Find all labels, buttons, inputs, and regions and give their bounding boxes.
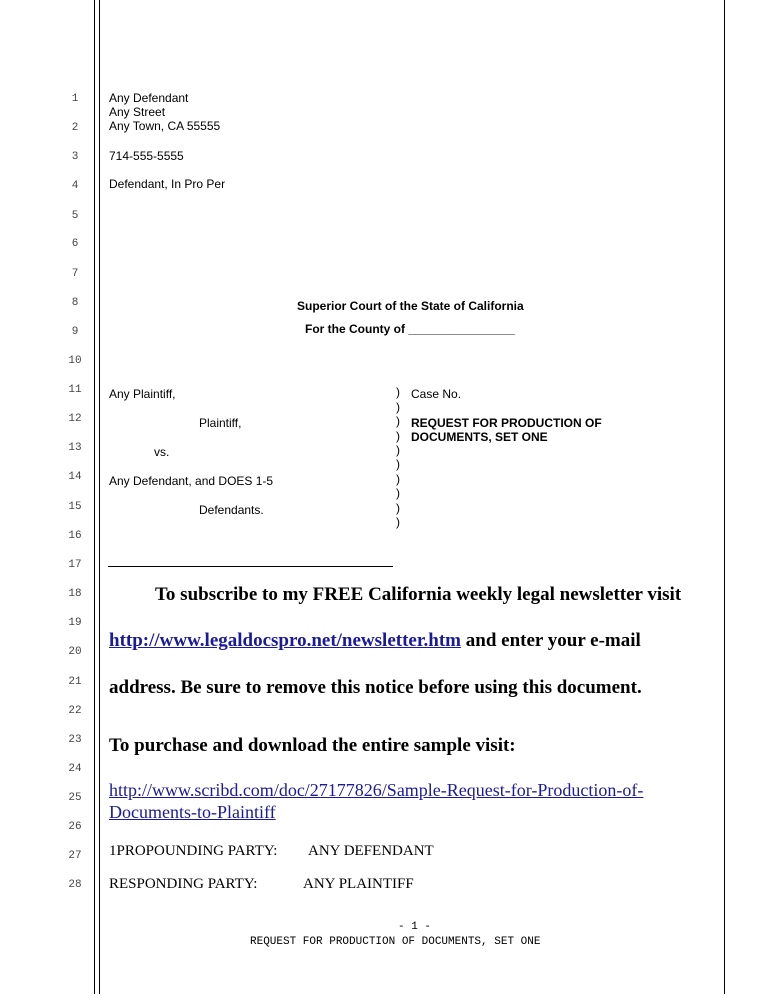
line-number: 1	[71, 93, 79, 105]
line-number: 2	[71, 122, 79, 134]
line-number: 4	[71, 180, 79, 192]
header-city: Any Town, CA 55555	[109, 119, 221, 133]
line-number: 9	[71, 326, 79, 338]
case-number-label: Case No.	[411, 387, 462, 401]
defendant-name: Any Defendant, and DOES 1-5	[109, 474, 274, 488]
notice-line4: To purchase and download the entire sample visit:	[109, 735, 516, 756]
page-number: - 1 -	[398, 921, 432, 933]
line-number: 17	[68, 559, 82, 571]
line-number: 12	[68, 413, 82, 425]
notice-line3: address. Be sure to remove this notice before using this document.	[109, 677, 642, 698]
line-number: 24	[68, 763, 82, 775]
notice-line2	[109, 630, 641, 652]
line-number: 28	[68, 879, 82, 891]
line-number: 21	[68, 676, 82, 688]
header-name: Any Defendant	[109, 91, 189, 105]
line-number: 7	[71, 268, 79, 280]
versus-label: vs.	[154, 445, 170, 459]
caption-paren: )	[396, 429, 400, 443]
caption-paren: )	[396, 400, 400, 414]
line-number: 8	[71, 297, 79, 309]
caption-paren: )	[396, 501, 400, 515]
notice-line2-rest: and enter your e-mail	[461, 630, 641, 651]
line-number: 22	[68, 705, 82, 717]
responding-party-value: ANY PLAINTIFF	[303, 876, 414, 892]
line-number: 18	[68, 588, 82, 600]
line-number: 11	[68, 384, 82, 396]
line-number: 20	[68, 646, 82, 658]
caption-paren: )	[396, 472, 400, 486]
document-title-line2: DOCUMENTS, SET ONE	[411, 430, 548, 444]
line-number: 6	[71, 238, 79, 250]
caption-paren: )	[396, 385, 400, 399]
propounding-party-value: ANY DEFENDANT	[308, 843, 434, 859]
plaintiff-label: Plaintiff,	[199, 416, 242, 430]
document-title-line1: REQUEST FOR PRODUCTION OF	[411, 416, 602, 430]
header-street: Any Street	[109, 105, 166, 119]
line-number: 13	[68, 442, 82, 454]
scribd-link-line1[interactable]: http://www.scribd.com/doc/27177826/Sample-Request-for-Production-of-	[109, 780, 644, 800]
caption-paren: )	[396, 486, 400, 500]
line-number: 16	[68, 530, 82, 542]
caption-paren: )	[396, 414, 400, 428]
responding-party-label: RESPONDING PARTY:	[109, 876, 258, 892]
court-county: For the County of ________________	[305, 322, 516, 336]
caption-paren: )	[396, 443, 400, 457]
line-number: 14	[68, 471, 82, 483]
line-number: 25	[68, 792, 82, 804]
newsletter-link[interactable]: http://www.legaldocspro.net/newsletter.htm	[109, 630, 462, 651]
line-number: 15	[68, 501, 82, 513]
line-number: 5	[71, 210, 79, 222]
left-margin-line-2	[99, 0, 100, 994]
left-margin-line-1	[94, 0, 95, 994]
line-number: 10	[68, 355, 82, 367]
footer-title: REQUEST FOR PRODUCTION OF DOCUMENTS, SET ONE	[250, 936, 541, 948]
plaintiff-name: Any Plaintiff,	[109, 387, 176, 401]
line-number: 23	[68, 734, 82, 746]
line-number: 26	[68, 821, 82, 833]
caption-paren: )	[396, 457, 400, 471]
caption-underline	[108, 566, 393, 567]
line-number: 27	[68, 850, 82, 862]
header-role: Defendant, In Pro Per	[109, 177, 226, 191]
court-name: Superior Court of the State of California	[297, 299, 524, 313]
caption-paren: )	[396, 515, 400, 529]
propounding-party-label: 1PROPOUNDING PARTY:	[109, 843, 278, 859]
defendant-label: Defendants.	[199, 503, 264, 517]
line-number: 3	[71, 151, 79, 163]
right-margin-line	[724, 0, 725, 994]
line-number: 19	[68, 617, 82, 629]
scribd-link-line2[interactable]: Documents-to-Plaintiff	[109, 802, 276, 822]
header-phone: 714-555-5555	[109, 149, 184, 163]
notice-line1: To subscribe to my FREE California weekly legal newsletter visit	[155, 584, 682, 605]
